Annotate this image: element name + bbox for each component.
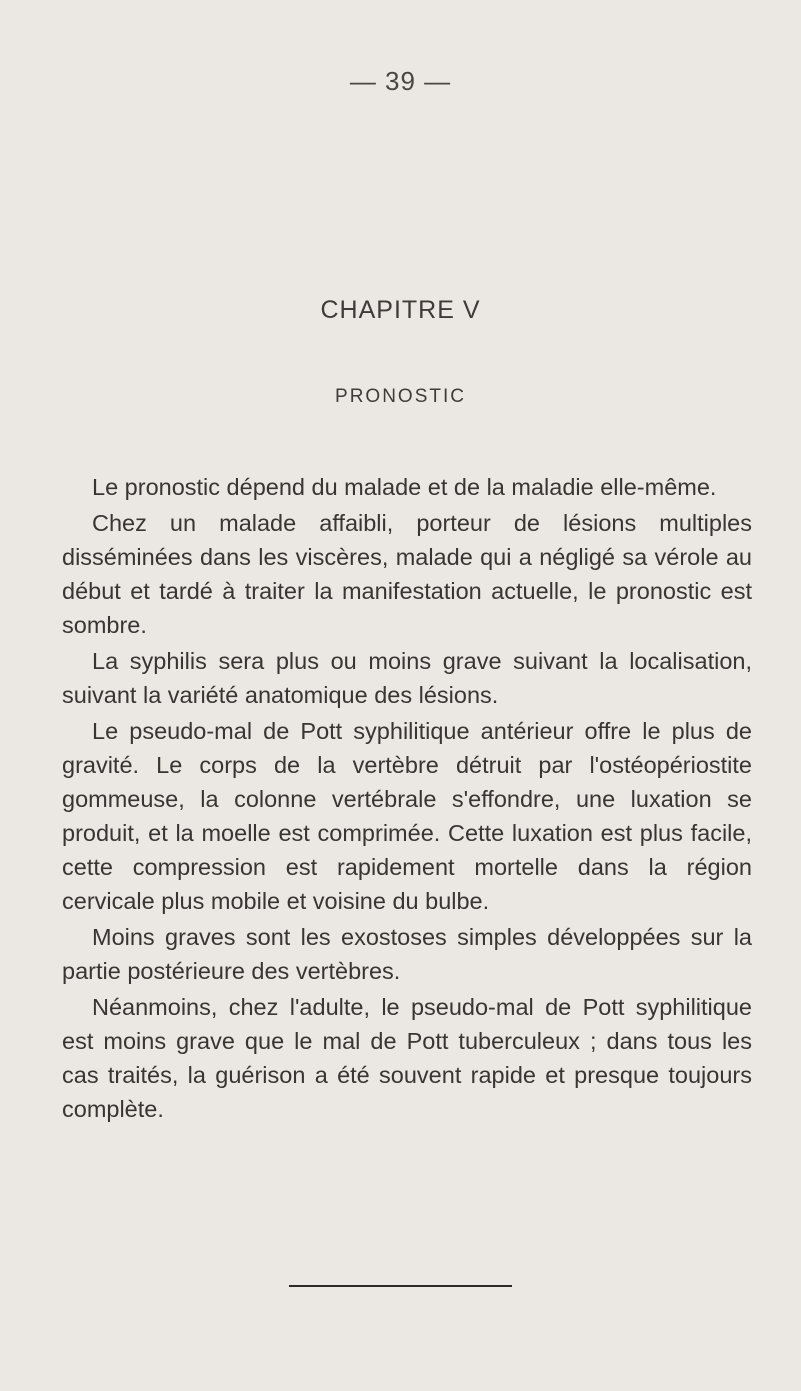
paragraph-3: La syphilis sera plus ou moins grave suivant la localisation, suivant la variété anatomique des lésions. [62,648,752,708]
paragraph-4: Le pseudo-mal de Pott syphilitique antérieur offre le plus de gravité. Le corps de la vertèbre détruit par l'ostéopériostite gommeuse, la colonne vertébrale s'effondre, une luxation se produit, et la moelle est comprimée. Cette luxation est plus facile, cette compression est rapidement mortelle dans la région cervicale plus mobile et voisine du bulbe. [62,718,752,914]
body-text [62,470,752,1128]
paragraph-6: Néanmoins, chez l'adulte, le pseudo-mal de Pott syphilitique est moins grave que le mal de Pott tuberculeux ; dans tous les cas traités, la guérison a été souvent rapide et presque toujours complète. [62,994,752,1122]
paragraph-5: Moins graves sont les exostoses simples développées sur la partie postérieure des vertèbres. [62,924,752,984]
paragraph-2: Chez un malade affaibli, porteur de lésions multiples disséminées dans les viscères, malade qui a négligé sa vérole au début et tardé à traiter la manifestation actuelle, le pronostic est sombre. [62,510,752,638]
chapter-title: CHAPITRE V [320,296,481,324]
paragraph-1: Le pronostic dépend du malade et de la maladie elle-même. [92,474,717,500]
closing-rule [289,1285,512,1287]
section-title: PRONOSTIC [335,386,466,407]
page-number: — 39 — [349,66,452,96]
